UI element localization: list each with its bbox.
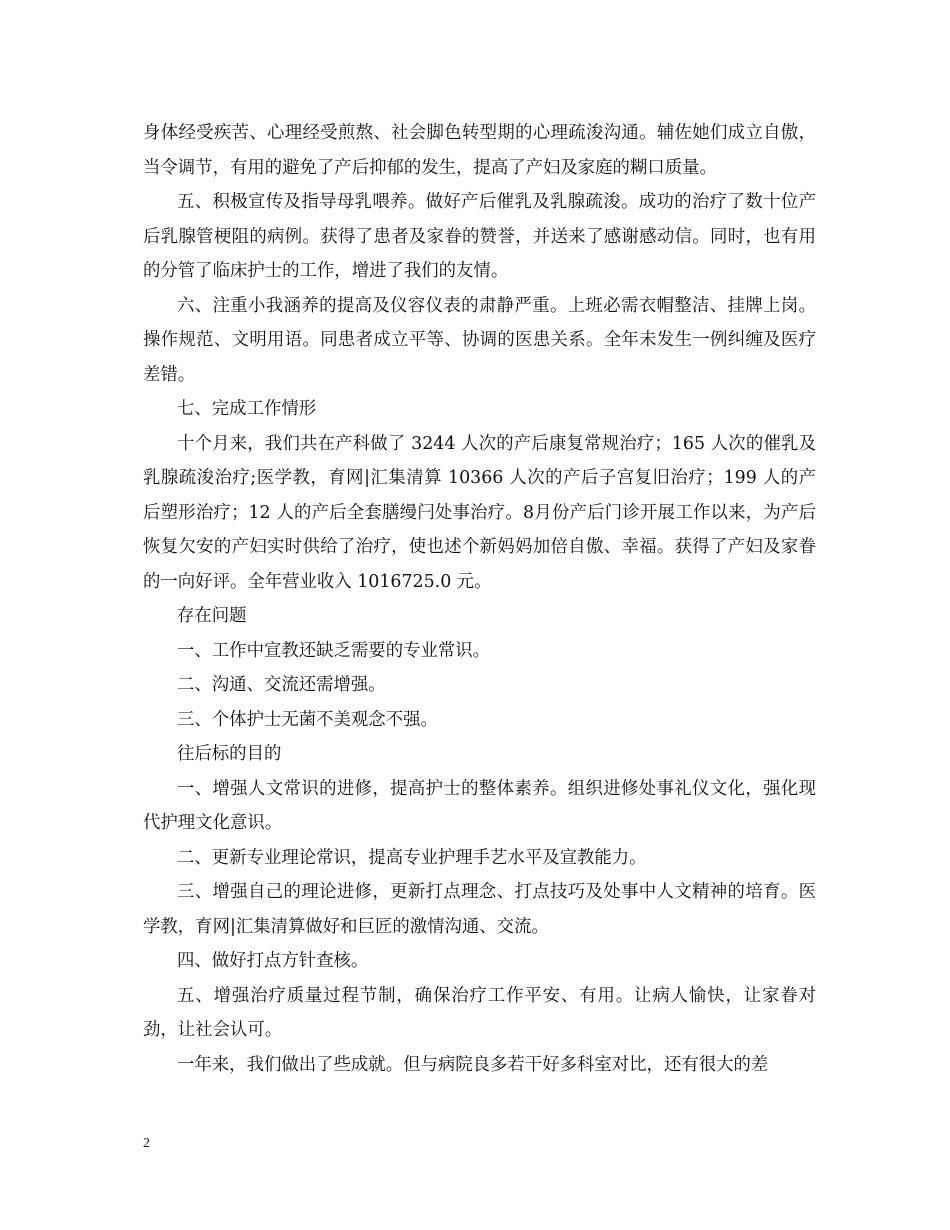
section-heading: 存在问题 <box>177 606 247 626</box>
paragraph: 身体经受疾苦、心理经受煎熬、社会脚色转型期的心理疏浚沟通。辅佐她们成立自傲，当令调节，有用的避免了产后抑郁的发生，提高了产妇及家庭的糊口质量。 <box>143 123 816 178</box>
list-item: 三、个体护士无菌不美观念不强。 <box>177 709 438 730</box>
body-text <box>143 116 816 1082</box>
list-item: 一、工作中宣教还缺乏需要的专业常识。 <box>177 640 491 661</box>
paragraph: 六、注重小我涵养的提高及仪容仪表的肃静严重。上班必需衣帽整洁、挂牌上岗。操作规范、文明用语。同患者成立平等、协调的医患关系。全年未发生一例纠缠及医疗差错。 <box>143 295 816 385</box>
list-item: 四、做好打点方针查核。 <box>177 951 369 971</box>
page-number: 2 <box>143 1136 150 1151</box>
list-item: 五、增强治疗质量过程节制，确保治疗工作平安、有用。让病人愉快，让家眷对劲，让社会认可。 <box>143 985 816 1040</box>
list-item: 二、更新专业理论常识，提高专业护理手艺水平及宣教能力。 <box>177 847 647 868</box>
list-item: 三、增强自己的理论进修，更新打点理念、打点技巧及处事中人文精神的培育。医学教，育网|汇集清算做好和巨匠的激情沟通、交流。 <box>143 882 816 937</box>
paragraph: 十个月来，我们共在产科做了 3244 人次的产后康复常规治疗；165 人次的催乳及乳腺疏浚治疗;医学教，育网|汇集清算 10366 人次的产后子宫复旧治疗；199 人的产后塑形治疗；12 人的产后全套膳缦闩处事治疗。8月份产后门诊开展工作以来，为产后恢复欠安的产妇实时供给了治疗，使也述个新妈妈加倍自傲、幸福。获得了产妇及家眷的一向好评。全年营业收入 1016725.0 元。 <box>143 433 816 592</box>
section-heading: 七、完成工作情形 <box>177 399 317 419</box>
list-item: 二、沟通、交流还需增强。 <box>177 675 386 695</box>
section-heading: 往后标的目的 <box>177 744 282 764</box>
paragraph: 一年来，我们做出了些成就。但与病院良多若干好多科室对比，还有很大的差 <box>177 1054 769 1075</box>
list-item: 一、增强人文常识的进修，提高护士的整体素养。组织进修处事礼仪文化，强化现代护理文化意识。 <box>143 778 816 833</box>
paragraph: 五、积极宣传及指导母乳喂养。做好产后催乳及乳腺疏浚。成功的治疗了数十位产后乳腺管梗阻的病例。获得了患者及家眷的赞誉，并送来了感谢感动信。同时，也有用的分管了临床护士的工作，增进了我们的友情。 <box>143 192 816 281</box>
